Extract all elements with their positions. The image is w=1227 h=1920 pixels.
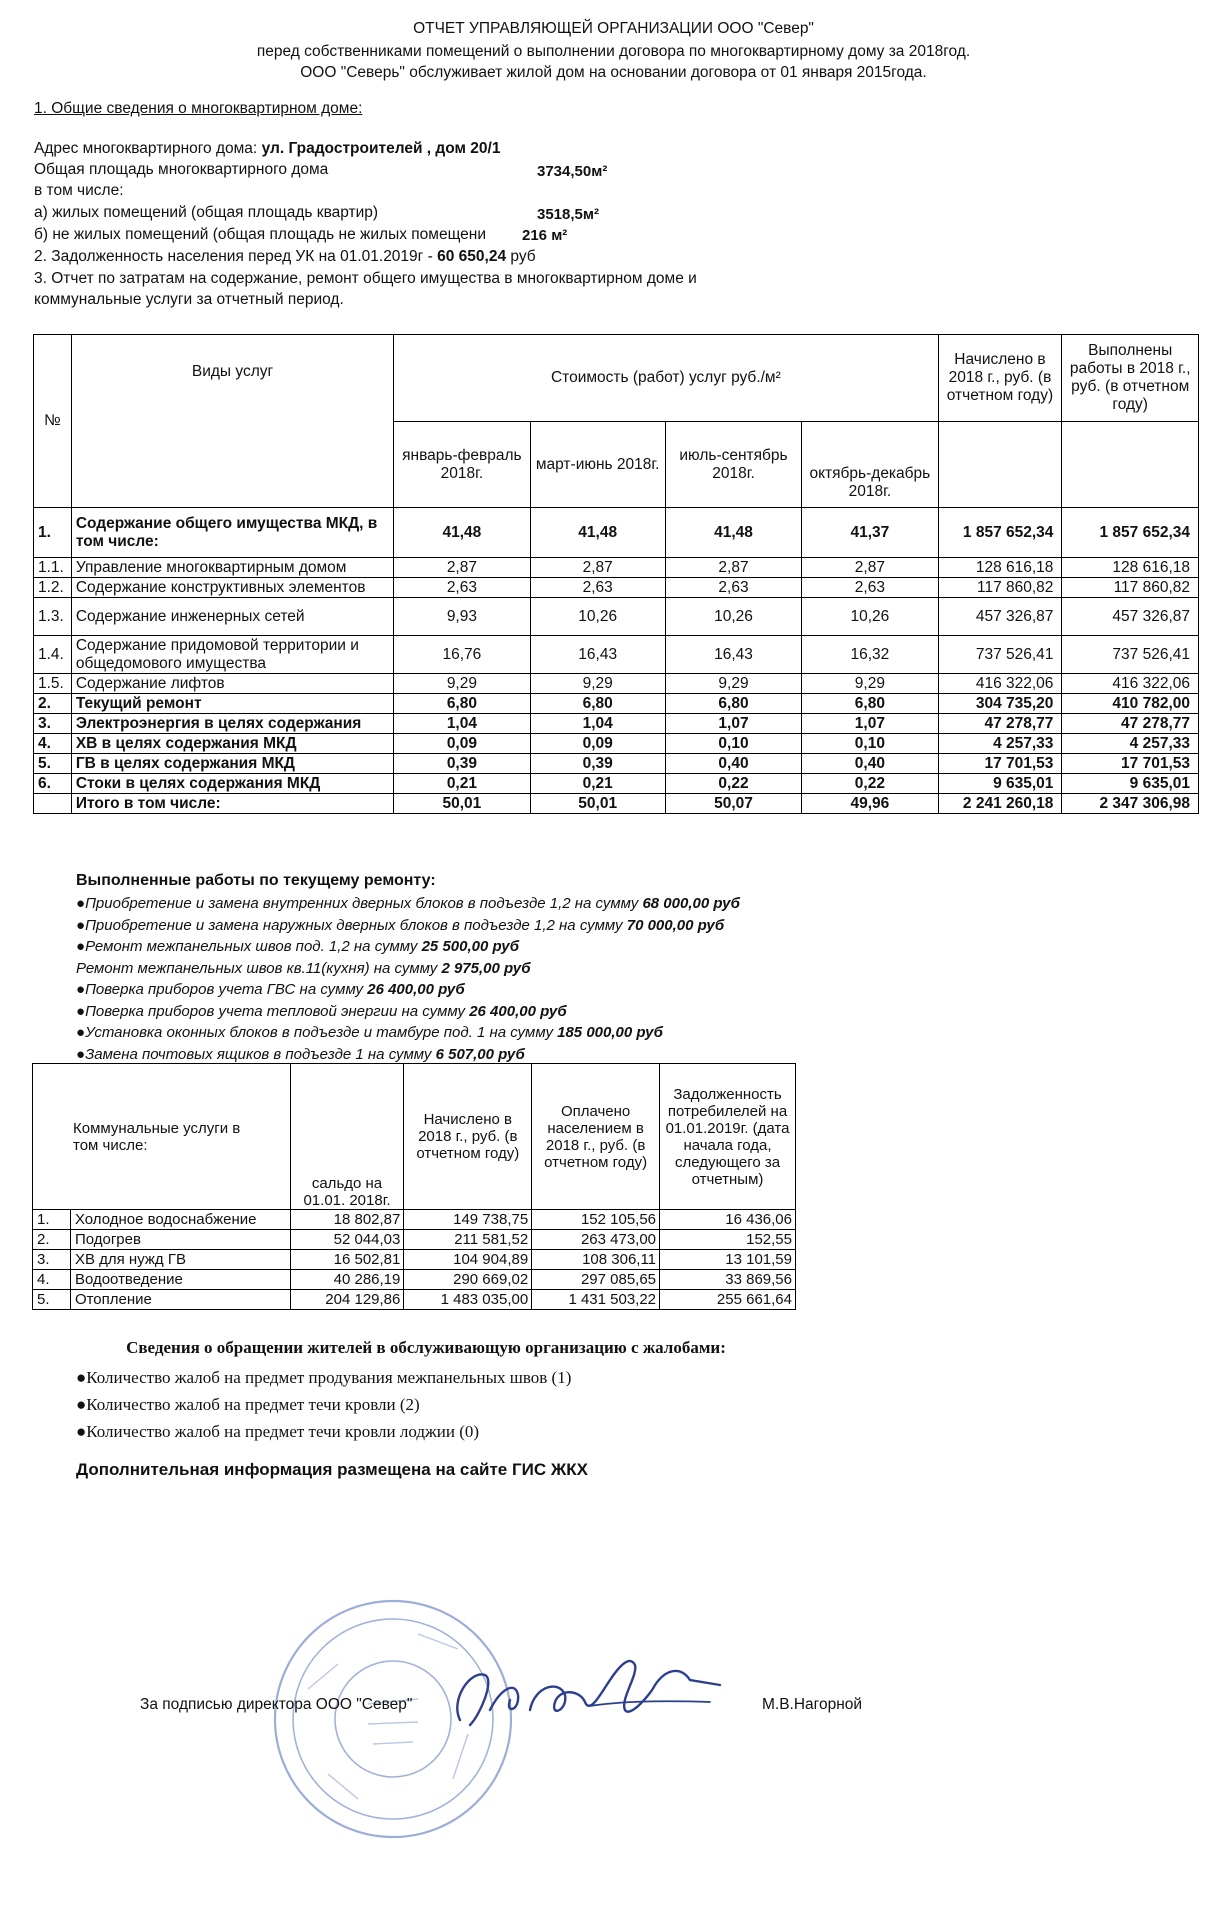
row-cost-p2: 0,21 [530, 774, 665, 794]
row-done: 410 782,00 [1062, 694, 1199, 714]
complaint-item: ●Количество жалоб на предмет продувания межпанельных швов (1) [76, 1368, 572, 1387]
costs-row [34, 794, 1199, 814]
row-cost-p3: 0,40 [665, 754, 801, 774]
costs-row [34, 674, 1199, 694]
bullet-icon: ● [76, 1024, 86, 1041]
signature-label: За подписью директора ООО "Север" [140, 1696, 413, 1713]
row-charged: 4 257,33 [938, 734, 1062, 754]
costs-row [34, 636, 1199, 674]
row-done: 17 701,53 [1062, 754, 1199, 774]
utilities-row [33, 1250, 796, 1270]
complaint-item: ●Количество жалоб на предмет течи кровли лоджии (0) [76, 1422, 480, 1441]
complaints-title: Сведения о обращении жителей в обслуживающую организацию с жалобами: [126, 1338, 726, 1357]
row-cost-p2: 50,01 [530, 794, 665, 814]
row-service: Управление многоквартирным домом [71, 558, 393, 578]
repair-text: Поверка приборов учета ГВС на сумму [85, 981, 364, 998]
complaint-item: ●Количество жалоб на предмет течи кровли (2) [76, 1395, 420, 1414]
row-cost-p1: 9,93 [394, 598, 530, 636]
costs-row [34, 694, 1199, 714]
col-header-charged: Начислено в 2018 г., руб. (в отчетном году) [938, 335, 1062, 422]
report-note-line1: 3. Отчет по затратам на содержание, ремонт общего имущества в многоквартирном доме и [34, 270, 697, 287]
extra-info: Дополнительная информация размещена на сайте ГИС ЖКХ [76, 1460, 588, 1479]
col-header-service: Виды услуг [71, 335, 393, 508]
row-done: 1 857 652,34 [1062, 508, 1199, 558]
utilities-row [33, 1290, 796, 1310]
row-charged: 117 860,82 [938, 578, 1062, 598]
section-general-title: 1. Общие сведения о многоквартирном доме: [34, 100, 363, 117]
costs-table [33, 334, 1199, 814]
row-no: 4. [34, 734, 72, 754]
repair-item [76, 893, 1076, 915]
row-cost-p3: 6,80 [665, 694, 801, 714]
costs-row [34, 558, 1199, 578]
nonliving-area-label: б) не жилых помещений (общая площадь не жилых помещени [34, 226, 486, 243]
row-charged: 9 635,01 [938, 774, 1062, 794]
row-no: 5. [34, 754, 72, 774]
row-service: Итого в том числе: [71, 794, 393, 814]
repair-text: Замена почтовых ящиков в подъезде 1 на сумму [85, 1045, 432, 1063]
debt-line [34, 248, 536, 266]
address-value: ул. Градостроителей , дом 20/1 [261, 140, 501, 157]
period-header-2: март-июнь 2018г. [530, 422, 665, 508]
row-cost-p4: 41,37 [802, 508, 938, 558]
total-area-value: 3734,50м² [537, 163, 608, 180]
row-cost-p2: 0,39 [530, 754, 665, 774]
bullet-icon: ● [76, 895, 86, 912]
row-done: 128 616,18 [1062, 558, 1199, 578]
repair-amount: 26 400,00 руб [367, 981, 465, 998]
row-cost-p1: 16,76 [394, 636, 530, 674]
row-no: 1.5. [34, 674, 72, 694]
util-row-balance: 16 502,81 [290, 1250, 404, 1270]
row-cost-p2: 16,43 [530, 636, 665, 674]
util-row-debt: 255 661,64 [660, 1290, 796, 1310]
repair-item [76, 1001, 1076, 1023]
utilities-table [32, 1063, 796, 1310]
row-done: 457 326,87 [1062, 598, 1199, 636]
util-row-no: 4. [33, 1270, 71, 1290]
row-charged: 304 735,20 [938, 694, 1062, 714]
util-row-debt: 33 869,56 [660, 1270, 796, 1290]
row-cost-p3: 16,43 [665, 636, 801, 674]
repair-amount: 26 400,00 руб [469, 1002, 567, 1020]
repairs-list [76, 893, 1076, 1065]
util-row-no: 2. [33, 1230, 71, 1250]
utilities-header-row [33, 1064, 796, 1210]
row-done: 47 278,77 [1062, 714, 1199, 734]
row-cost-p2: 2,63 [530, 578, 665, 598]
util-row-debt: 152,55 [660, 1230, 796, 1250]
util-row-paid: 152 105,56 [532, 1210, 660, 1230]
util-row-charged: 290 669,02 [404, 1270, 532, 1290]
row-charged: 2 241 260,18 [938, 794, 1062, 814]
repair-amount: 68 000,00 руб [642, 895, 740, 912]
row-done: 416 322,06 [1062, 674, 1199, 694]
repair-item [76, 979, 1076, 1001]
bullet-icon: ● [76, 1002, 86, 1020]
repair-item [76, 958, 1076, 980]
repair-text: Установка оконных блоков в подъезде и тамбуре под. 1 на сумму [85, 1024, 553, 1041]
util-row-balance: 52 044,03 [290, 1230, 404, 1250]
util-header-debt: Задолженность потребилелей на 01.01.2019г. (дата начала года, следующего за отчетным) [660, 1064, 796, 1210]
row-cost-p4: 2,87 [802, 558, 938, 578]
row-cost-p1: 0,21 [394, 774, 530, 794]
repair-item [76, 936, 1076, 958]
util-row-debt: 13 101,59 [660, 1250, 796, 1270]
period-header-1: январь-февраль 2018г. [394, 422, 530, 508]
row-charged: 457 326,87 [938, 598, 1062, 636]
row-no: 1. [34, 508, 72, 558]
costs-row [34, 754, 1199, 774]
row-service: Текущий ремонт [71, 694, 393, 714]
debt-label: 2. Задолженность населения перед УК на 01.01.2019г - [34, 248, 433, 265]
row-no: 1.4. [34, 636, 72, 674]
row-no: 2. [34, 694, 72, 714]
row-no: 1.1. [34, 558, 72, 578]
row-cost-p3: 9,29 [665, 674, 801, 694]
row-cost-p3: 0,22 [665, 774, 801, 794]
living-area-value: 3518,5м² [537, 206, 599, 223]
col-header-cost: Стоимость (работ) услуг руб./м² [394, 335, 938, 422]
row-cost-p1: 2,87 [394, 558, 530, 578]
row-cost-p3: 41,48 [665, 508, 801, 558]
costs-row [34, 774, 1199, 794]
complaints-section [76, 1338, 776, 1445]
util-row-balance: 204 129,86 [290, 1290, 404, 1310]
row-cost-p4: 2,63 [802, 578, 938, 598]
row-cost-p4: 6,80 [802, 694, 938, 714]
period-header-empty [1062, 422, 1199, 508]
bullet-icon: ● [76, 916, 86, 934]
row-cost-p2: 0,09 [530, 734, 665, 754]
repair-amount: 185 000,00 руб [557, 1024, 663, 1041]
period-header-4: октябрь-декабрь 2018г. [802, 422, 938, 508]
util-row-paid: 1 431 503,22 [532, 1290, 660, 1310]
repair-amount: 2 975,00 руб [441, 959, 531, 977]
row-no: 1.3. [34, 598, 72, 636]
row-charged: 416 322,06 [938, 674, 1062, 694]
row-service: Электроэнергия в целях содержания [71, 714, 393, 734]
row-done: 117 860,82 [1062, 578, 1199, 598]
row-service: Содержание лифтов [71, 674, 393, 694]
util-row-charged: 104 904,89 [404, 1250, 532, 1270]
row-cost-p4: 1,07 [802, 714, 938, 734]
utilities-row [33, 1210, 796, 1230]
row-no: 1.2. [34, 578, 72, 598]
debt-unit: руб [510, 248, 536, 265]
util-header-balance: сальдо на 01.01. 2018г. [290, 1064, 404, 1210]
row-cost-p3: 1,07 [665, 714, 801, 734]
row-cost-p4: 16,32 [802, 636, 938, 674]
repairs-section [76, 872, 1076, 1065]
row-cost-p4: 0,40 [802, 754, 938, 774]
period-header-3: июль-сентябрь 2018г. [665, 422, 801, 508]
util-header-charged: Начислено в 2018 г., руб. (в отчетном году) [404, 1064, 532, 1210]
row-cost-p4: 10,26 [802, 598, 938, 636]
row-cost-p3: 2,87 [665, 558, 801, 578]
repair-amount: 6 507,00 руб [435, 1045, 525, 1063]
report-subtitle: перед собственниками помещений о выполнении договора по многоквартирному дому за 2018год. [256, 43, 971, 60]
address-line [34, 140, 500, 158]
contract-note: ООО "Северь" обслуживает жилой дом на основании договора от 01 января 2015года. [300, 64, 927, 81]
address-label: Адрес многоквартирного дома: [34, 140, 258, 157]
row-cost-p4: 9,29 [802, 674, 938, 694]
util-row-balance: 40 286,19 [290, 1270, 404, 1290]
row-service: Содержание придомовой территории и общедомового имущества [71, 636, 393, 674]
row-cost-p2: 2,87 [530, 558, 665, 578]
util-row-service: Подогрев [70, 1230, 290, 1250]
row-charged: 128 616,18 [938, 558, 1062, 578]
row-service: Содержание инженерных сетей [71, 598, 393, 636]
util-row-charged: 1 483 035,00 [404, 1290, 532, 1310]
util-row-service: Водоотведение [70, 1270, 290, 1290]
row-done: 9 635,01 [1062, 774, 1199, 794]
row-charged: 1 857 652,34 [938, 508, 1062, 558]
row-cost-p2: 9,29 [530, 674, 665, 694]
director-signature [440, 1640, 730, 1740]
row-cost-p4: 0,22 [802, 774, 938, 794]
bullet-icon: ● [76, 1045, 86, 1063]
living-area-label: а) жилых помещений (общая площадь квартир) [34, 204, 379, 221]
row-service: Содержание конструктивных элементов [71, 578, 393, 598]
debt-value: 60 650,24 [437, 248, 507, 265]
util-row-paid: 108 306,11 [532, 1250, 660, 1270]
util-row-service: Холодное водоснабжение [70, 1210, 290, 1230]
util-row-balance: 18 802,87 [290, 1210, 404, 1230]
repair-item [76, 1022, 1076, 1044]
util-row-no: 5. [33, 1290, 71, 1310]
row-cost-p1: 0,39 [394, 754, 530, 774]
row-no: 3. [34, 714, 72, 734]
repair-text: Поверка приборов учета тепловой энергии на сумму [85, 1002, 466, 1020]
row-done: 2 347 306,98 [1062, 794, 1199, 814]
repair-text: Ремонт межпанельных швов кв.11(кухня) на сумму [76, 959, 438, 977]
row-no: 6. [34, 774, 72, 794]
row-cost-p3: 0,10 [665, 734, 801, 754]
costs-row [34, 734, 1199, 754]
row-no [34, 794, 72, 814]
util-header-paid: Оплачено населением в 2018 г., руб. (в отчетном году) [532, 1064, 660, 1210]
report-title: ОТЧЕТ УПРАВЛЯЮЩЕЙ ОРГАНИЗАЦИИ ООО "Север" [413, 20, 814, 37]
row-charged: 737 526,41 [938, 636, 1062, 674]
nonliving-area-value: 216 м² [522, 227, 568, 244]
repairs-title: Выполненные работы по текущему ремонту: [76, 872, 436, 889]
row-cost-p3: 2,63 [665, 578, 801, 598]
total-area-label: Общая площадь многоквартирного дома [34, 161, 329, 178]
util-row-service: ХВ для нужд ГВ [70, 1250, 290, 1270]
util-row-charged: 149 738,75 [404, 1210, 532, 1230]
row-done: 4 257,33 [1062, 734, 1199, 754]
row-cost-p2: 41,48 [530, 508, 665, 558]
row-cost-p1: 6,80 [394, 694, 530, 714]
row-service: ХВ в целях содержания МКД [71, 734, 393, 754]
row-cost-p2: 10,26 [530, 598, 665, 636]
including-label: в том числе: [34, 182, 124, 199]
col-header-no: № [34, 335, 72, 508]
util-row-paid: 297 085,65 [532, 1270, 660, 1290]
row-charged: 47 278,77 [938, 714, 1062, 734]
util-row-paid: 263 473,00 [532, 1230, 660, 1250]
row-cost-p2: 6,80 [530, 694, 665, 714]
row-cost-p1: 0,09 [394, 734, 530, 754]
repair-text: Ремонт межпанельных швов под. 1,2 на сумму [85, 938, 418, 955]
row-service: Содержание общего имущества МКД, в том числе: [71, 508, 393, 558]
row-cost-p1: 50,01 [394, 794, 530, 814]
repair-text: Приобретение и замена наружных дверных блоков в подъезде 1,2 на сумму [85, 916, 623, 934]
util-row-service: Отопление [70, 1290, 290, 1310]
row-service: Стоки в целях содержания МКД [71, 774, 393, 794]
row-cost-p2: 1,04 [530, 714, 665, 734]
director-name: М.В.Нагорной [762, 1696, 863, 1713]
bullet-icon: ● [76, 981, 86, 998]
row-charged: 17 701,53 [938, 754, 1062, 774]
util-row-no: 1. [33, 1210, 71, 1230]
row-done: 737 526,41 [1062, 636, 1199, 674]
row-cost-p1: 1,04 [394, 714, 530, 734]
report-note-line2: коммунальные услуги за отчетный период. [34, 291, 344, 308]
util-row-no: 3. [33, 1250, 71, 1270]
util-row-debt: 16 436,06 [660, 1210, 796, 1230]
bullet-icon: ● [76, 938, 86, 955]
repair-item [76, 915, 1076, 937]
utilities-row [33, 1270, 796, 1290]
row-cost-p1: 2,63 [394, 578, 530, 598]
costs-row [34, 508, 1199, 558]
row-cost-p3: 10,26 [665, 598, 801, 636]
col-header-done: Выполнены работы в 2018 г., руб. (в отчетном году) [1062, 335, 1199, 422]
costs-row [34, 578, 1199, 598]
row-cost-p3: 50,07 [665, 794, 801, 814]
costs-row [34, 598, 1199, 636]
util-row-charged: 211 581,52 [404, 1230, 532, 1250]
row-service: ГВ в целях содержания МКД [71, 754, 393, 774]
row-cost-p4: 0,10 [802, 734, 938, 754]
costs-row [34, 714, 1199, 734]
row-cost-p1: 41,48 [394, 508, 530, 558]
row-cost-p4: 49,96 [802, 794, 938, 814]
repair-amount: 70 000,00 руб [626, 916, 725, 934]
repair-text: Приобретение и замена внутренних дверных блоков в подъезде 1,2 на сумму [85, 895, 639, 912]
costs-header-row [34, 335, 1199, 422]
row-cost-p1: 9,29 [394, 674, 530, 694]
utilities-row [33, 1230, 796, 1250]
util-header-service: Коммунальные услуги в том числе: [33, 1064, 291, 1210]
period-header-empty [938, 422, 1062, 508]
repair-amount: 25 500,00 руб [421, 938, 520, 955]
repair-item [76, 1044, 1076, 1066]
